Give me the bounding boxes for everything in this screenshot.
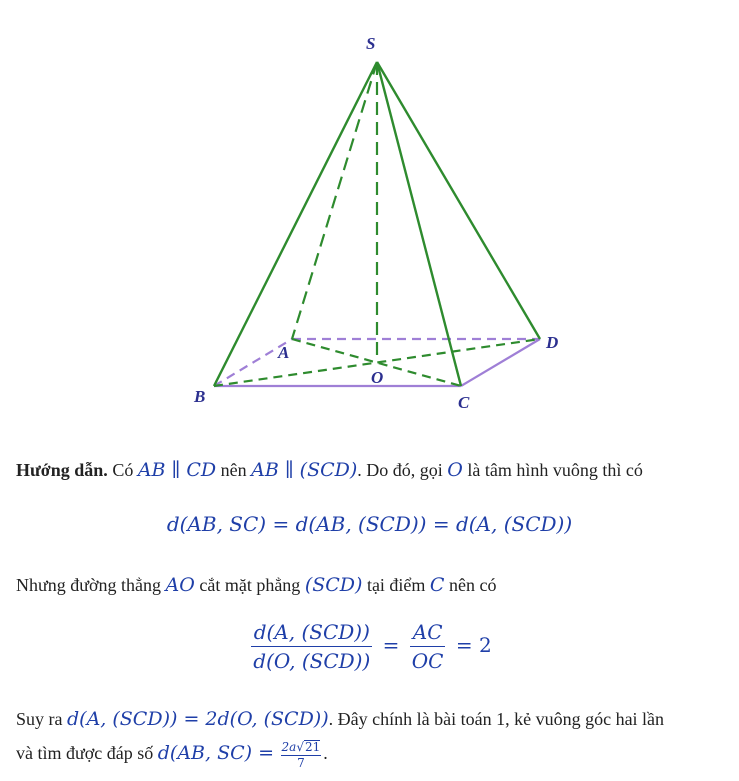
p3-text-4: . <box>323 743 328 763</box>
p1-text-3: . Do đó, gọi <box>357 460 448 480</box>
p2-math-1: AO <box>165 574 195 596</box>
label-A: A <box>278 343 290 362</box>
p2-text-2: cắt mặt phẳng <box>194 575 305 595</box>
p3-text-2: . Đây chính là bài toán 1, kẻ vuông góc hai lần <box>328 709 665 729</box>
equation-2-rhs: = 2 <box>455 633 492 657</box>
paragraph-intersection <box>16 571 728 599</box>
answer-fraction <box>281 740 322 770</box>
edge-SB <box>214 62 377 386</box>
p1-math-1: AB ∥ CD <box>137 459 217 481</box>
p1-math-3: O <box>447 459 463 481</box>
p2-text-4: nên có <box>444 575 497 595</box>
label-D: D <box>546 333 559 352</box>
segment-numerator: AC <box>410 620 446 647</box>
label-S: S <box>366 34 376 53</box>
p2-math-3: C <box>429 574 445 596</box>
edge-SD <box>377 62 540 339</box>
p1-text-2: nên <box>216 460 252 480</box>
equation-2 <box>0 620 739 673</box>
label-C: C <box>458 393 470 412</box>
paragraph-guide <box>16 456 728 484</box>
equation-1: d(AB, SC) = d(AB, (SCD)) = d(A, (SCD)) <box>166 512 573 536</box>
ratio-numerator: d(A, (SCD)) <box>251 620 372 647</box>
segment-denominator: OC <box>411 649 444 673</box>
label-O: O <box>371 368 384 387</box>
edge-CD <box>461 339 540 386</box>
guide-lead: Hướng dẫn. <box>16 460 108 480</box>
p3-text-3: và tìm được đáp số <box>16 743 158 763</box>
paragraph-conclusion <box>16 702 728 770</box>
ratio-denominator: d(O, (SCD)) <box>253 649 371 673</box>
edge-SA <box>292 62 377 339</box>
p2-math-2: (SCD) <box>304 574 363 596</box>
answer-coef: 2a <box>281 739 297 754</box>
ratio-fraction <box>251 620 372 673</box>
equals-sign: = <box>382 633 400 657</box>
p3-text-1: Suy ra <box>16 709 67 729</box>
p2-text-1: Nhưng đường thẳng <box>16 575 166 595</box>
p1-text-1: Có <box>107 460 138 480</box>
label-B: B <box>194 387 206 406</box>
p2-text-3: tại điểm <box>362 575 430 595</box>
p1-math-2: AB ∥ (SCD) <box>251 459 358 481</box>
edge-SC <box>377 62 461 386</box>
answer-denominator: 7 <box>297 755 305 770</box>
segment-fraction <box>410 620 446 673</box>
p1-text-4: là tâm hình vuông thì có <box>462 460 643 480</box>
sqrt-symbol: √ <box>296 739 304 754</box>
p3-math-2: d(AB, SC) = <box>157 742 275 764</box>
answer-numerator <box>281 740 322 756</box>
answer-radicand: 21 <box>304 739 321 754</box>
p3-math-1: d(A, (SCD)) = 2d(O, (SCD)) <box>67 708 329 730</box>
